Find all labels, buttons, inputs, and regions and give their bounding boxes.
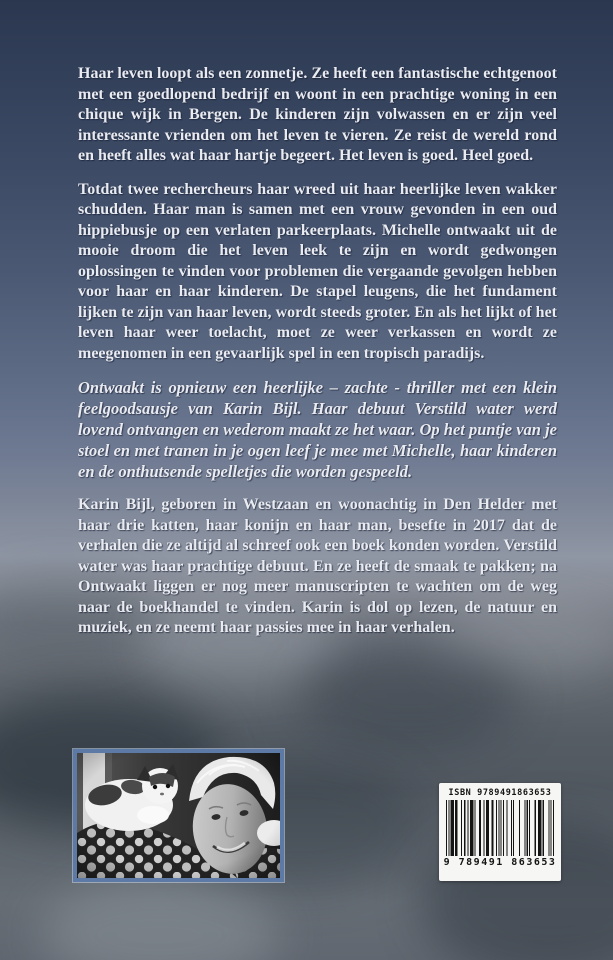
barcode-digits: 9 789491 863653 <box>443 857 557 868</box>
photo-vignette <box>77 753 280 878</box>
author-photo-illustration <box>77 753 280 878</box>
isbn-barcode <box>439 783 561 881</box>
paragraph-synopsis-1: Haar leven loopt als een zonnetje. Ze heeft een fantastische echtgenoot met een goedlopend bedrijf en woont in een prachtige woning in een chique wijk in Bergen. De kinderen zijn volwassen en er zijn veel interessante vrienden om het leven te vieren. Ze reist de wereld rond en heeft alles wat haar hartje begeert. Het leven is goed. Heel goed. <box>78 65 557 164</box>
barcode-bars <box>446 800 554 856</box>
background-blur-blob <box>300 640 520 750</box>
author-photo <box>73 749 284 882</box>
back-cover-text <box>78 64 557 652</box>
paragraph-author-bio: Karin Bijl, geboren in Westzaan en woonachtig in Den Helder met haar drie katten, haar konijn en haar man, besefte in 2017 dat de verhalen die ze altijd al schreef ook een boek konden worden. Verstild water was haar prachtige debuut. En ze heeft de smaak te pakken; na Ontwaakt liggen er nog meer manuscripten te wachten om de weg naar de boekhandel te vinden. Karin is dol op lezen, de natuur en muziek, en ze neemt haar passies mee in haar verhalen. <box>78 496 557 636</box>
paragraph-synopsis-2: Totdat twee rechercheurs haar wreed uit haar heerlijke leven wakker schudden. Haar man is samen met een vrouw gevonden in een oud hippiebusje op een verlaten parkeerplaats. Michelle ontwaakt uit de mooie droom die het leven leek te zijn en wordt gedwongen oplossingen te vinden voor problemen die vergaande gevolgen hebben voor haar en haar kinderen. De stapel leugens, die het fundament lijken te zijn van haar leven, wordt steeds groter. En als het lijkt of het leven haar weer toelacht, moet ze weer verkassen en wordt ze meegenomen in een gevaarlijk spel in een tropisch paradijs. <box>78 180 557 362</box>
paragraph-review-quote: Ontwaakt is opnieuw een heerlijke – zachte - thriller met een klein feelgoodsausje van Karin Bijl. Haar debuut Verstild water werd lovend ontvangen en wederom maakt ze het waar. Op het puntje van je stoel en met tranen in je ogen leef je mee met Michelle, haar kinderen en de onthutsende spelletjes die worden gespeeld. <box>78 378 557 481</box>
background-blur-blob <box>40 880 280 960</box>
isbn-label: ISBN 9789491863653 <box>448 788 552 798</box>
